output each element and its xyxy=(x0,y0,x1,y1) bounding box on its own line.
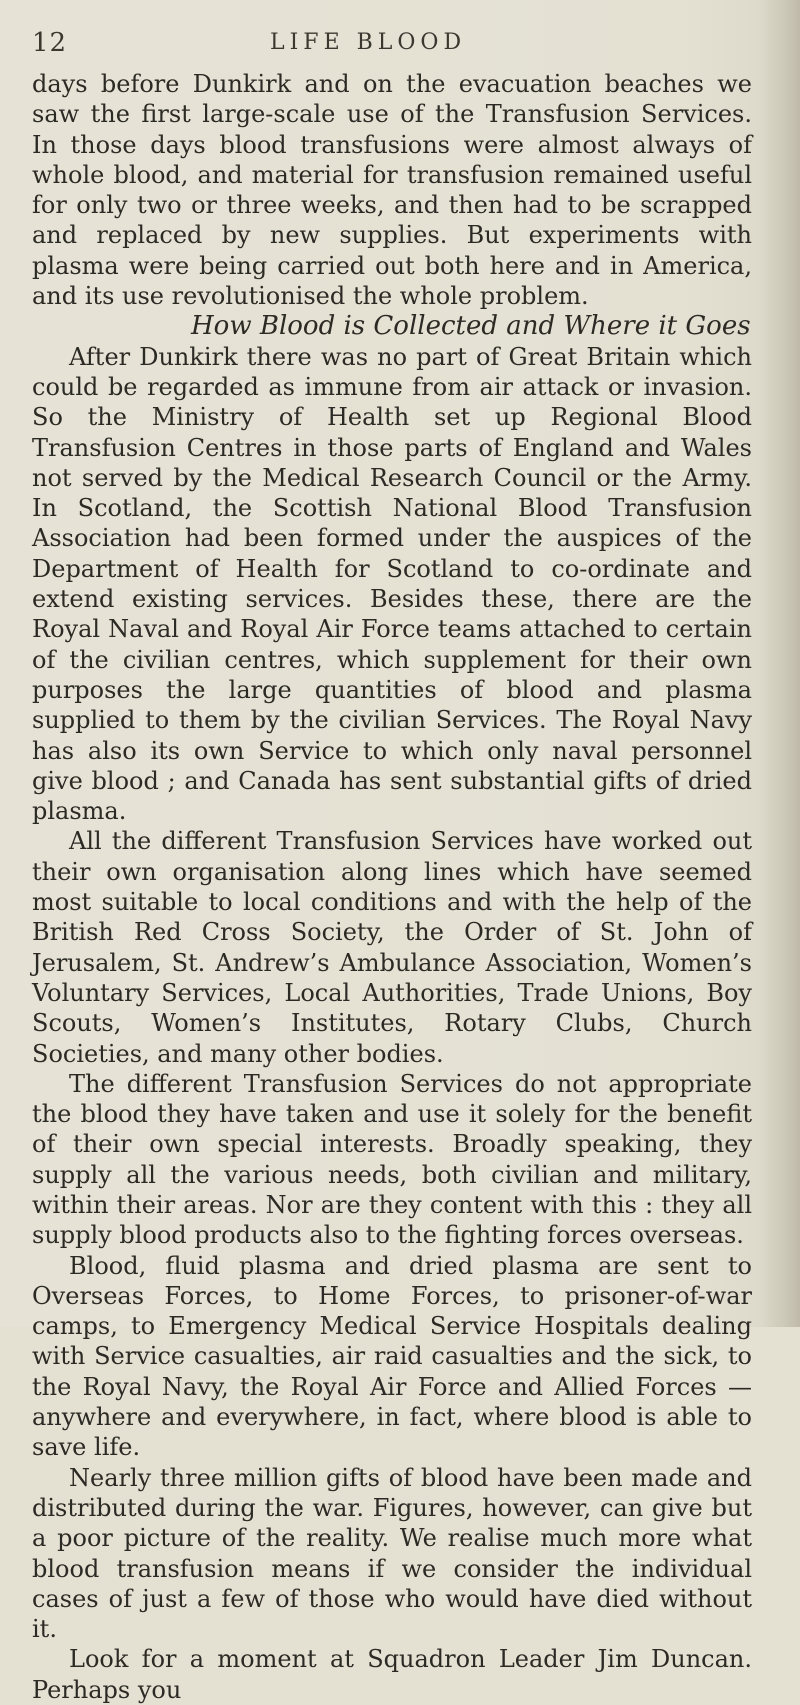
section-heading: How Blood is Collected and Where it Goes xyxy=(191,311,751,342)
paragraph: Nearly three million gifts of blood have been made and distributed during the war. Figures, however, can give but a poor picture of the reality. We realise much more what blood transfusion means if we consider the individual cases of just a few of those who would have died without it. xyxy=(32,1463,752,1644)
paragraph: Blood, fluid plasma and dried plasma are sent to Overseas Forces, to Home Forces, to prisoner-of-war camps, to Emergency Medical Service Hospitals dealing with Service casualties, air raid casualties and the sick, to the Royal Navy, the Royal Air Force and Allied Forces —anywhere and everywhere, in fact, where blood is able to save life. xyxy=(32,1251,752,1462)
paragraph: After Dunkirk there was no part of Great Britain which could be regarded as immune from air attack or invasion. So the Ministry of Health set up Regional Blood Transfusion Centres in those parts of England and Wales not served by the Medical Research Council or the Army. In Scotland, the Scottish National Blood Transfusion Association had been formed under the auspices of the Department of Health for Scotland to co-ordinate and extend existing services. Besides these, there are the Royal Naval and Royal Air Force teams attached to certain of the civilian centres, which supplement for their own purposes the large quantities of blood and plasma supplied to them by the civilian Services. The Royal Navy has also its own Service to which only naval personnel give blood ; and Canada has sent substantial gifts of dried plasma. xyxy=(32,342,752,826)
page-number: 12 xyxy=(32,28,68,58)
paragraph: Look for a moment at Squadron Leader Jim Duncan. Perhaps you xyxy=(32,1645,752,1704)
running-title: LIFE BLOOD xyxy=(270,30,467,55)
intro-paragraph: days before Dunkirk and on the evacuation beaches we saw the first large-scale use of the Transfusion Services. In those days blood transfusions were almost always of whole blood, and material for transfusion remained useful for only two or three weeks, and then had to be scrapped and replaced by new supplies. But experiments with plasma were being carried out both here and in America, and its use revolutionised the whole problem. xyxy=(32,70,752,311)
page-edge-shading xyxy=(762,0,800,1327)
body-text xyxy=(32,69,752,1705)
page-header xyxy=(32,28,752,58)
paragraph: All the different Transfusion Services have worked out their own organisation along lines which have seemed most suitable to local conditions and with the help of the British Red Cross Society, the Order of St. John of Jerusalem, St. Andrew’s Ambulance Association, Women’s Voluntary Services, Local Authorities, Trade Unions, Boy Scouts, Women’s Institutes, Rotary Clubs, Church Societies, and many other bodies. xyxy=(32,827,752,1068)
paragraph: The different Transfusion Services do not appropriate the blood they have taken and use it solely for the benefit of their own special interests. Broadly speaking, they supply all the various needs, both civilian and military, within their areas. Nor are they content with this : they all supply blood products also to the fighting forces overseas. xyxy=(32,1069,752,1250)
